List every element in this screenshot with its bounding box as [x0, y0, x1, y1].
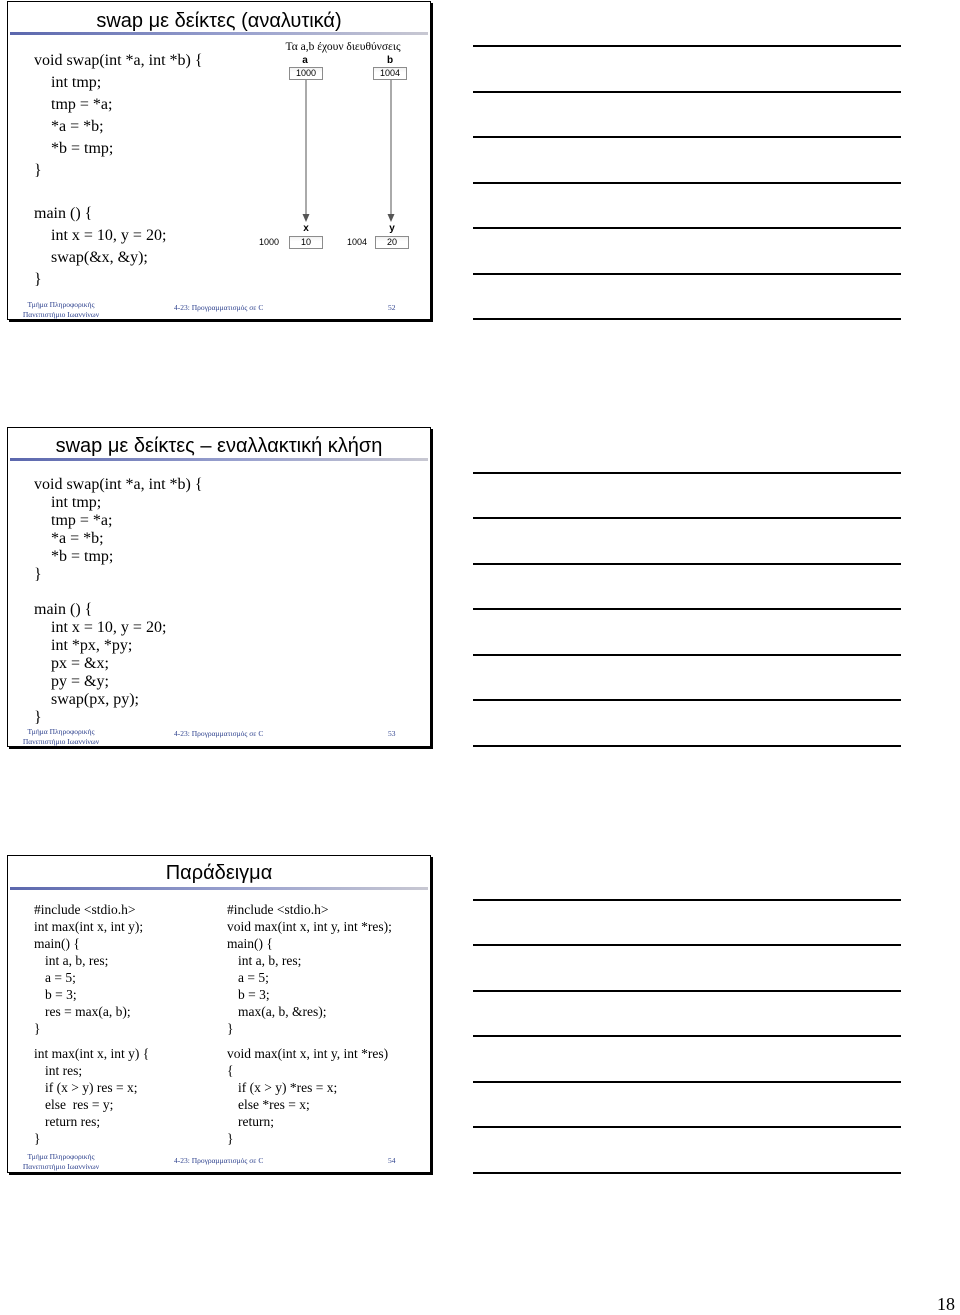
footer-university: Πανεπιστήμιο Ιωαννίνων — [22, 310, 100, 319]
code-line: max(a, b, &res); — [238, 1004, 327, 1019]
code-line: px = &x; — [51, 655, 109, 672]
arrowhead-b — [388, 214, 395, 222]
param-b-cell: 1004 — [373, 67, 407, 80]
note-line — [473, 990, 901, 992]
note-line — [473, 745, 901, 747]
note-line — [473, 563, 901, 565]
code-line: *b = tmp; — [51, 548, 114, 565]
note-line — [473, 654, 901, 656]
note-line — [473, 227, 901, 229]
var-x-address: 1000 — [258, 237, 280, 247]
code-line: tmp = *a; — [51, 512, 113, 529]
footer-university: Πανεπιστήμιο Ιωαννίνων — [22, 737, 100, 746]
code-line: } — [227, 1021, 234, 1036]
var-y-address: 1004 — [346, 237, 368, 247]
note-line — [473, 182, 901, 184]
code-line: main() { — [34, 936, 80, 951]
code-line: int tmp; — [51, 74, 102, 91]
footer-course: 4-23: Προγραμματισμός σε C — [174, 729, 264, 738]
slide-title: swap με δείκτες – εναλλακτική κλήση — [55, 435, 383, 457]
code-line: int x = 10, y = 20; — [51, 227, 167, 244]
swap-function-code — [34, 476, 203, 584]
note-line — [473, 517, 901, 519]
code-line: } — [34, 271, 42, 288]
note-line — [473, 318, 901, 320]
footer-university: Πανεπιστήμιο Ιωαννίνων — [22, 1162, 100, 1171]
code-line: *b = tmp; — [51, 140, 114, 157]
left-program-part2 — [34, 1045, 149, 1147]
code-line: *a = *b; — [51, 118, 104, 135]
footer-department: Τμήμα Πληροφορικής — [27, 1152, 95, 1161]
code-line: res = max(a, b); — [45, 1004, 131, 1019]
left-program-part1 — [34, 901, 143, 1037]
code-line: return; — [238, 1114, 274, 1129]
code-line: tmp = *a; — [51, 96, 113, 113]
footer-organization — [21, 727, 101, 747]
note-line — [473, 899, 901, 901]
note-line — [473, 944, 901, 946]
slide-title: swap με δείκτες (αναλυτικά) — [96, 10, 342, 32]
code-line: } — [227, 1131, 234, 1146]
footer-organization — [21, 300, 101, 320]
code-line: int max(int x, int y); — [34, 919, 144, 934]
footer-department: Τμήμα Πληροφορικής — [27, 300, 95, 309]
code-line: void max(int x, int y, int *res); — [227, 919, 392, 934]
param-a-label: a — [302, 55, 308, 66]
code-line: int *px, *py; — [51, 637, 133, 654]
var-y-cell: 20 — [375, 236, 409, 249]
code-line: int x = 10, y = 20; — [51, 619, 167, 636]
code-line: main () { — [34, 601, 93, 618]
code-line: } — [34, 1131, 41, 1146]
arrowhead-a — [303, 214, 310, 222]
slide-number: 53 — [388, 729, 396, 738]
code-line: int a, b, res; — [45, 953, 109, 968]
code-line: } — [34, 566, 42, 583]
slide-53 — [7, 427, 431, 747]
note-line — [473, 91, 901, 93]
param-b-label: b — [386, 55, 394, 66]
code-line: b = 3; — [238, 987, 270, 1002]
page-number: 18 — [937, 1294, 955, 1314]
code-line: int a, b, res; — [238, 953, 302, 968]
code-line: int max(int x, int y) { — [34, 1046, 150, 1061]
title-underline — [10, 458, 428, 461]
code-line: if (x > y) *res = x; — [238, 1080, 338, 1095]
code-line: { — [227, 1063, 234, 1078]
code-line: return res; — [45, 1114, 101, 1129]
code-line: *a = *b; — [51, 530, 104, 547]
code-line: if (x > y) res = x; — [45, 1080, 138, 1095]
code-line: void swap(int *a, int *b) { — [34, 476, 203, 493]
code-line: #include <stdio.h> — [34, 902, 136, 917]
code-line: swap(px, py); — [51, 691, 139, 708]
code-line: b = 3; — [45, 987, 77, 1002]
footer-department: Τμήμα Πληροφορικής — [27, 727, 95, 736]
title-underline — [10, 887, 428, 890]
note-line — [473, 1035, 901, 1037]
code-line: main () { — [34, 205, 93, 222]
slide-number: 52 — [388, 303, 396, 312]
main-function-code — [34, 601, 166, 727]
code-line: } — [34, 709, 42, 726]
code-line: else *res = x; — [238, 1097, 310, 1112]
code-line: } — [34, 162, 42, 179]
note-line — [473, 273, 901, 275]
code-line: py = &y; — [51, 673, 109, 690]
code-line: a = 5; — [45, 970, 76, 985]
note-line — [473, 1172, 901, 1174]
code-line: #include <stdio.h> — [227, 902, 329, 917]
note-line — [473, 608, 901, 610]
footer-organization — [21, 1152, 101, 1172]
code-line: swap(&x, &y); — [51, 249, 148, 266]
right-program-part2 — [227, 1045, 388, 1147]
note-line — [473, 472, 901, 474]
code-line: int tmp; — [51, 494, 102, 511]
code-line: else res = y; — [45, 1097, 114, 1112]
footer-course: 4-23: Προγραμματισμός σε C — [174, 1156, 264, 1165]
code-line: main() { — [227, 936, 273, 951]
slide-54 — [7, 855, 431, 1173]
note-line — [473, 45, 901, 47]
diagram-caption: Τα a,b έχουν διευθύνσεις — [285, 41, 401, 53]
code-line: void swap(int *a, int *b) { — [34, 52, 203, 69]
var-x-label: x — [303, 223, 309, 234]
code-line: } — [34, 1021, 41, 1036]
code-line: int res; — [45, 1063, 83, 1078]
var-x-cell: 10 — [289, 236, 323, 249]
note-line — [473, 136, 901, 138]
code-line: a = 5; — [238, 970, 269, 985]
right-program-part1 — [227, 901, 392, 1037]
slide-number: 54 — [388, 1156, 396, 1165]
code-line: void max(int x, int y, int *res) — [227, 1046, 389, 1061]
slide-title: Παράδειγμα — [165, 862, 273, 884]
note-line — [473, 1081, 901, 1083]
note-line — [473, 1126, 901, 1128]
slide-52 — [7, 1, 431, 320]
param-a-cell: 1000 — [289, 67, 323, 80]
footer-course: 4-23: Προγραμματισμός σε C — [174, 303, 264, 312]
var-y-label: y — [389, 223, 395, 234]
note-line — [473, 699, 901, 701]
